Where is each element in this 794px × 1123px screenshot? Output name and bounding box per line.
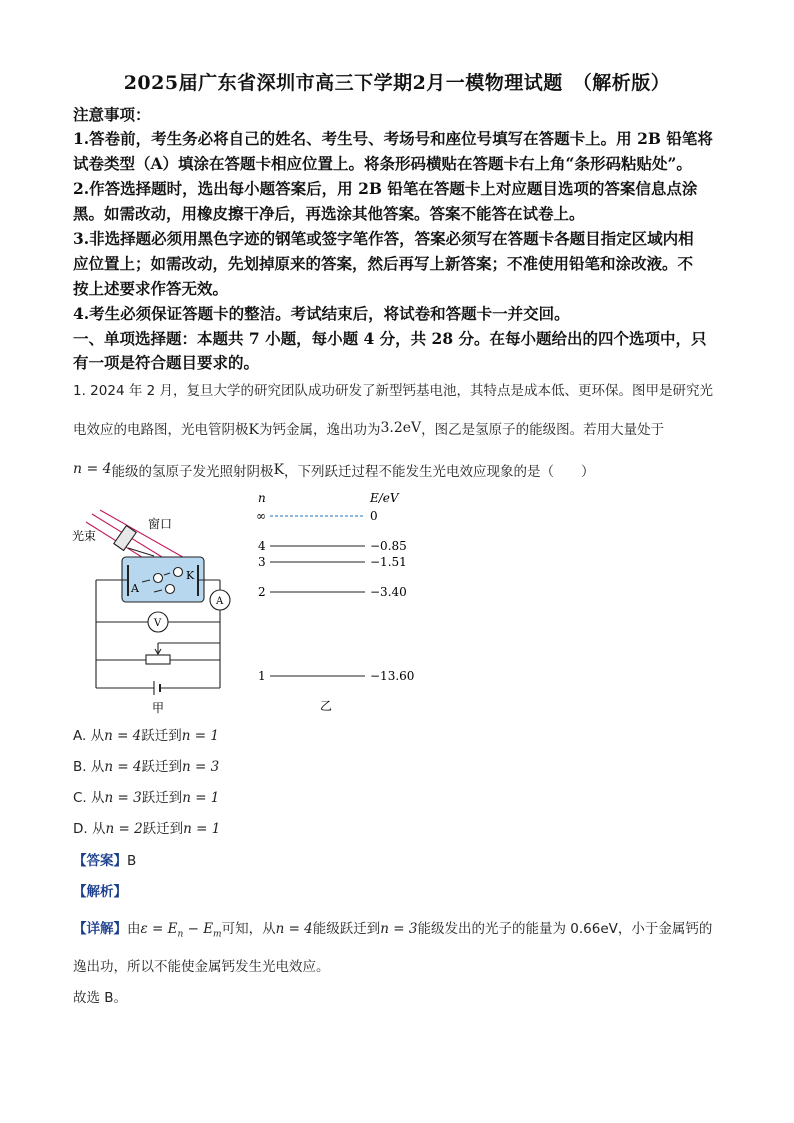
- level-energy-label: −0.85: [370, 539, 407, 553]
- detail-tag: 【详解】: [73, 921, 127, 937]
- question-text-line1: 1. 2024 年 2 月，复旦大学的研究团队成功研发了新型钙基电池，其特点是成本低、更环保。图甲是研究光: [73, 383, 713, 399]
- figure-yi-energy-levels: [250, 486, 430, 714]
- cathode-symbol: K: [248, 422, 259, 438]
- option-d[interactable]: D. 从n = 2跃迁到n = 1: [73, 821, 221, 837]
- level-energy-label: 0: [370, 509, 378, 523]
- detail-line1: 【详解】由$\varepsilon = E_n - E_m$可知，从n = 4能级跃迁到n = 3能级发出的光子的能量为 0.66eV，小于金属钙的: [73, 921, 713, 940]
- rheostat: [146, 655, 170, 664]
- level-n-label: 3: [258, 555, 266, 569]
- notice-line: 应位置上；如需改动，先划掉原来的答案，然后再写上新答案；不准使用铅笔和涂改液。不: [73, 254, 694, 273]
- level-n4: n = 4: [73, 461, 112, 477]
- electron-icon: [154, 574, 163, 583]
- answer-line: [73, 849, 136, 869]
- caption-jia: 甲: [152, 701, 165, 715]
- notice-line: 试卷类型（A）填涂在答题卡相应位置上。将条形码横贴在答题卡右上角“条形码粘贴处”。: [73, 154, 692, 173]
- option-b[interactable]: B. 从n = 4跃迁到n = 3: [73, 759, 220, 775]
- level-energy-label: −1.51: [370, 555, 407, 569]
- voltmeter-label: V: [154, 618, 162, 629]
- detail-line2: 逸出功，所以不能使金属钙发生光电效应。: [73, 959, 330, 975]
- notice-line: 3.非选择题必须用黑色字迹的钢笔或签字笔作答，答案必须写在答题卡各题目指定区域内相: [73, 229, 694, 248]
- electron-icon: [174, 568, 183, 577]
- electron-icon: [166, 585, 175, 594]
- question-text-line3: n = 4能级的氢原子发光照射阴极K，下列跃迁过程不能发生光电效应现象的是（ ）: [73, 461, 595, 480]
- option-a[interactable]: A. 从n = 4跃迁到n = 1: [73, 728, 219, 744]
- notice-heading: 注意事项：: [73, 105, 151, 124]
- notice-line: 4.考生必须保证答题卡的整洁。考试结束后，将试卷和答题卡一并交回。: [73, 304, 570, 323]
- answer-tag: 【答案】: [73, 853, 127, 869]
- notice-line: 按上述要求作答无效。: [73, 279, 229, 298]
- level-n-label: ∞: [256, 509, 266, 523]
- level-n-label: 1: [258, 669, 266, 683]
- question-text-line2: 电效应的电路图，光电管阴极K为钙金属，逸出功为3.2eV，图乙是氢原子的能级图。若用大量处于: [73, 420, 665, 438]
- analysis-line: [73, 880, 127, 900]
- label-cathode: K: [186, 569, 195, 582]
- option-c[interactable]: C. 从n = 3跃迁到n = 1: [73, 790, 220, 806]
- work-function-value: 3.2eV: [380, 420, 422, 436]
- level-n-label: 4: [258, 539, 266, 553]
- notice-line: 黑。如需改动，用橡皮擦干净后，再选涂其他答案。答案不能答在试卷上。: [73, 204, 585, 223]
- section-heading: 一、单项选择题：本题共 7 小题，每小题 4 分，共 28 分。在每小题给出的四个选项中，只: [73, 329, 707, 348]
- label-window: 窗口: [148, 517, 173, 531]
- page-title: 2025届广东省深圳市高三下学期2月一模物理试题 （解析版）: [123, 72, 671, 94]
- notice-line: 1.答卷前，考生务必将自己的姓名、考生号、考场号和座位号填写在答题卡上。用 2B 铅笔将: [73, 129, 713, 148]
- caption-yi: 乙: [320, 699, 333, 713]
- figure-jia-circuit: [70, 500, 245, 715]
- label-anode: A: [131, 582, 139, 595]
- detail-line3: 故选 B。: [73, 990, 128, 1006]
- label-light-beam: 光束: [72, 529, 97, 543]
- ammeter-label: A: [216, 596, 224, 607]
- section-heading-cont: 有一项是符合题目要求的。: [73, 353, 260, 372]
- answer-value: B: [127, 853, 137, 869]
- energy-header: E/eV: [370, 491, 399, 505]
- n-header: n: [258, 491, 266, 505]
- notice-line: 2.作答选择题时，选出每小题答案后，用 2B 铅笔在答题卡上对应题目选项的答案信息点涂: [73, 179, 698, 198]
- level-energy-label: −3.40: [370, 585, 407, 599]
- level-energy-label: −13.60: [370, 669, 415, 683]
- analysis-tag: 【解析】: [73, 884, 127, 900]
- level-n-label: 2: [258, 585, 266, 599]
